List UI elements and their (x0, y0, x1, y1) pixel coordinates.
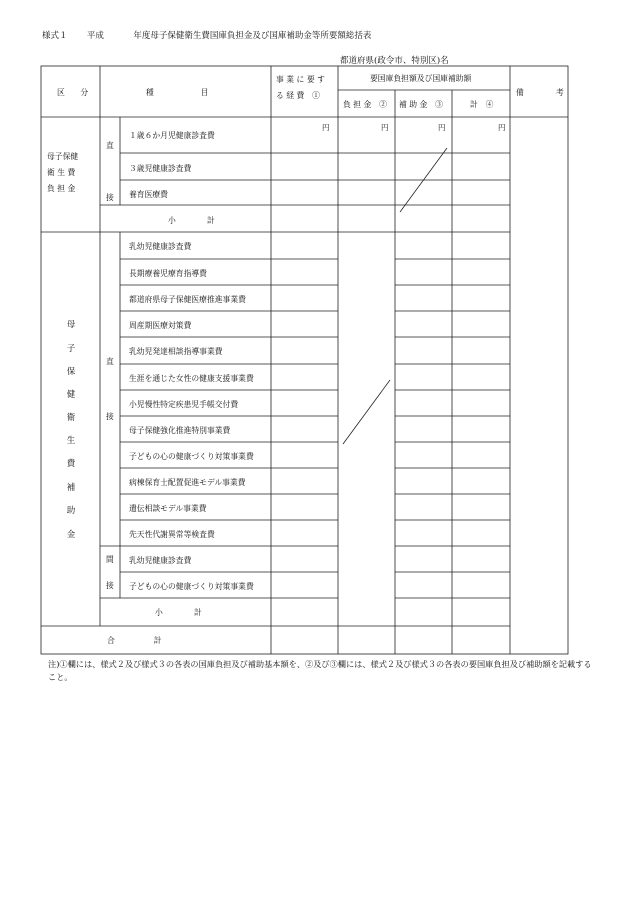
grand-total-label: 合 計 (107, 636, 162, 645)
unit-total: 円 (498, 123, 506, 132)
section2-item: 乳幼児発達相談指導事業費 (129, 347, 223, 356)
remarks-header-a: 備 (516, 88, 524, 97)
unit-burden: 円 (381, 123, 389, 132)
expense-header-line2: る 経 費 ① (276, 91, 320, 100)
section2-subtotal: 小 計 (155, 608, 202, 617)
section1-label-line2: 衛 生 費 (47, 168, 76, 177)
section2-indirect-b: 接 (106, 581, 114, 590)
section2-direct-b: 接 (106, 412, 114, 421)
section1-item: ３歳児健康診査費 (129, 164, 192, 173)
section2-label-char: 衛 (66, 413, 76, 423)
section2-item: 乳幼児健康診査費 (129, 242, 192, 251)
section2-label-char: 金 (66, 530, 76, 540)
section2-label-char: 費 (66, 459, 76, 469)
form-number: 様式１ (42, 31, 68, 41)
section2-item: 病棟保育士配置促進モデル事業費 (129, 478, 246, 487)
section2-label-char: 健 (66, 390, 76, 400)
total-header: 計 ④ (470, 100, 494, 109)
section1-subtotal: 小 計 (168, 216, 215, 225)
subsidy-header: 補 助 金 ③ (399, 100, 443, 109)
remarks-header-b: 考 (556, 88, 564, 97)
section2-label-char: 子 (66, 344, 76, 354)
section2-label-char: 母 (66, 320, 76, 330)
section2-item: 長期療養児療育指導費 (129, 269, 207, 278)
section2-item: 周産期医療対策費 (129, 321, 192, 330)
section1-direct-a: 直 (106, 141, 114, 150)
required-amount-header: 要国庫負担額及び国庫補助額 (370, 74, 472, 83)
section1-item: 養育医療費 (129, 190, 168, 199)
section2-indirect-a: 間 (106, 555, 114, 564)
prefecture-label: 都道府県(政令市、特別区)名 (340, 56, 449, 66)
section2-item: 遺伝相談モデル事業費 (129, 504, 207, 513)
era-label: 平成 (86, 31, 104, 41)
section2-item: 小児慢性特定疾患児手帳交付費 (129, 400, 239, 409)
document-title: 年度母子保健衛生費国庫負担金及び国庫補助金等所要額総括表 (133, 31, 372, 41)
expense-header-line1: 事 業 に 要 す (276, 75, 325, 84)
section2-item: 子どもの心の健康づくり対策事業費 (129, 582, 254, 591)
item-header: 種 目 (146, 88, 209, 97)
category-header: 区 分 (57, 88, 89, 97)
section2-item: 母子保健強化推進特別事業費 (129, 426, 231, 435)
section2-label-char: 生 (66, 436, 76, 446)
section2-label-char: 補 (66, 483, 76, 493)
section2-label-char: 助 (66, 506, 76, 516)
section2-item: 子どもの心の健康づくり対策事業費 (129, 452, 254, 461)
section2-direct-a: 直 (106, 357, 114, 366)
section2-item: 生涯を通じた女性の健康支援事業費 (129, 374, 254, 383)
section2-label-char: 保 (66, 367, 76, 377)
section1-item: １歳６か月児健康診査費 (129, 131, 215, 140)
section2-item: 都道府県母子保健医療推進事業費 (129, 295, 246, 304)
section1-label-line3: 負 担 金 (47, 184, 76, 193)
section1-direct-b: 接 (106, 193, 114, 202)
burden-header: 負 担 金 ② (343, 100, 387, 109)
section2-item: 先天性代謝異常等検査費 (129, 530, 215, 539)
unit-subsidy: 円 (438, 123, 446, 132)
footnote: 注)①欄には、様式２及び様式３の各表の国庫負担及び補助基本額を、②及び③欄には、様式２及び様式３の各表の要国庫負担及び補助額を記載すること。 (48, 659, 592, 682)
section1-label-line1: 母子保健 (47, 152, 79, 161)
unit-expense: 円 (322, 123, 330, 132)
section2-item: 乳幼児健康診査費 (129, 556, 192, 565)
